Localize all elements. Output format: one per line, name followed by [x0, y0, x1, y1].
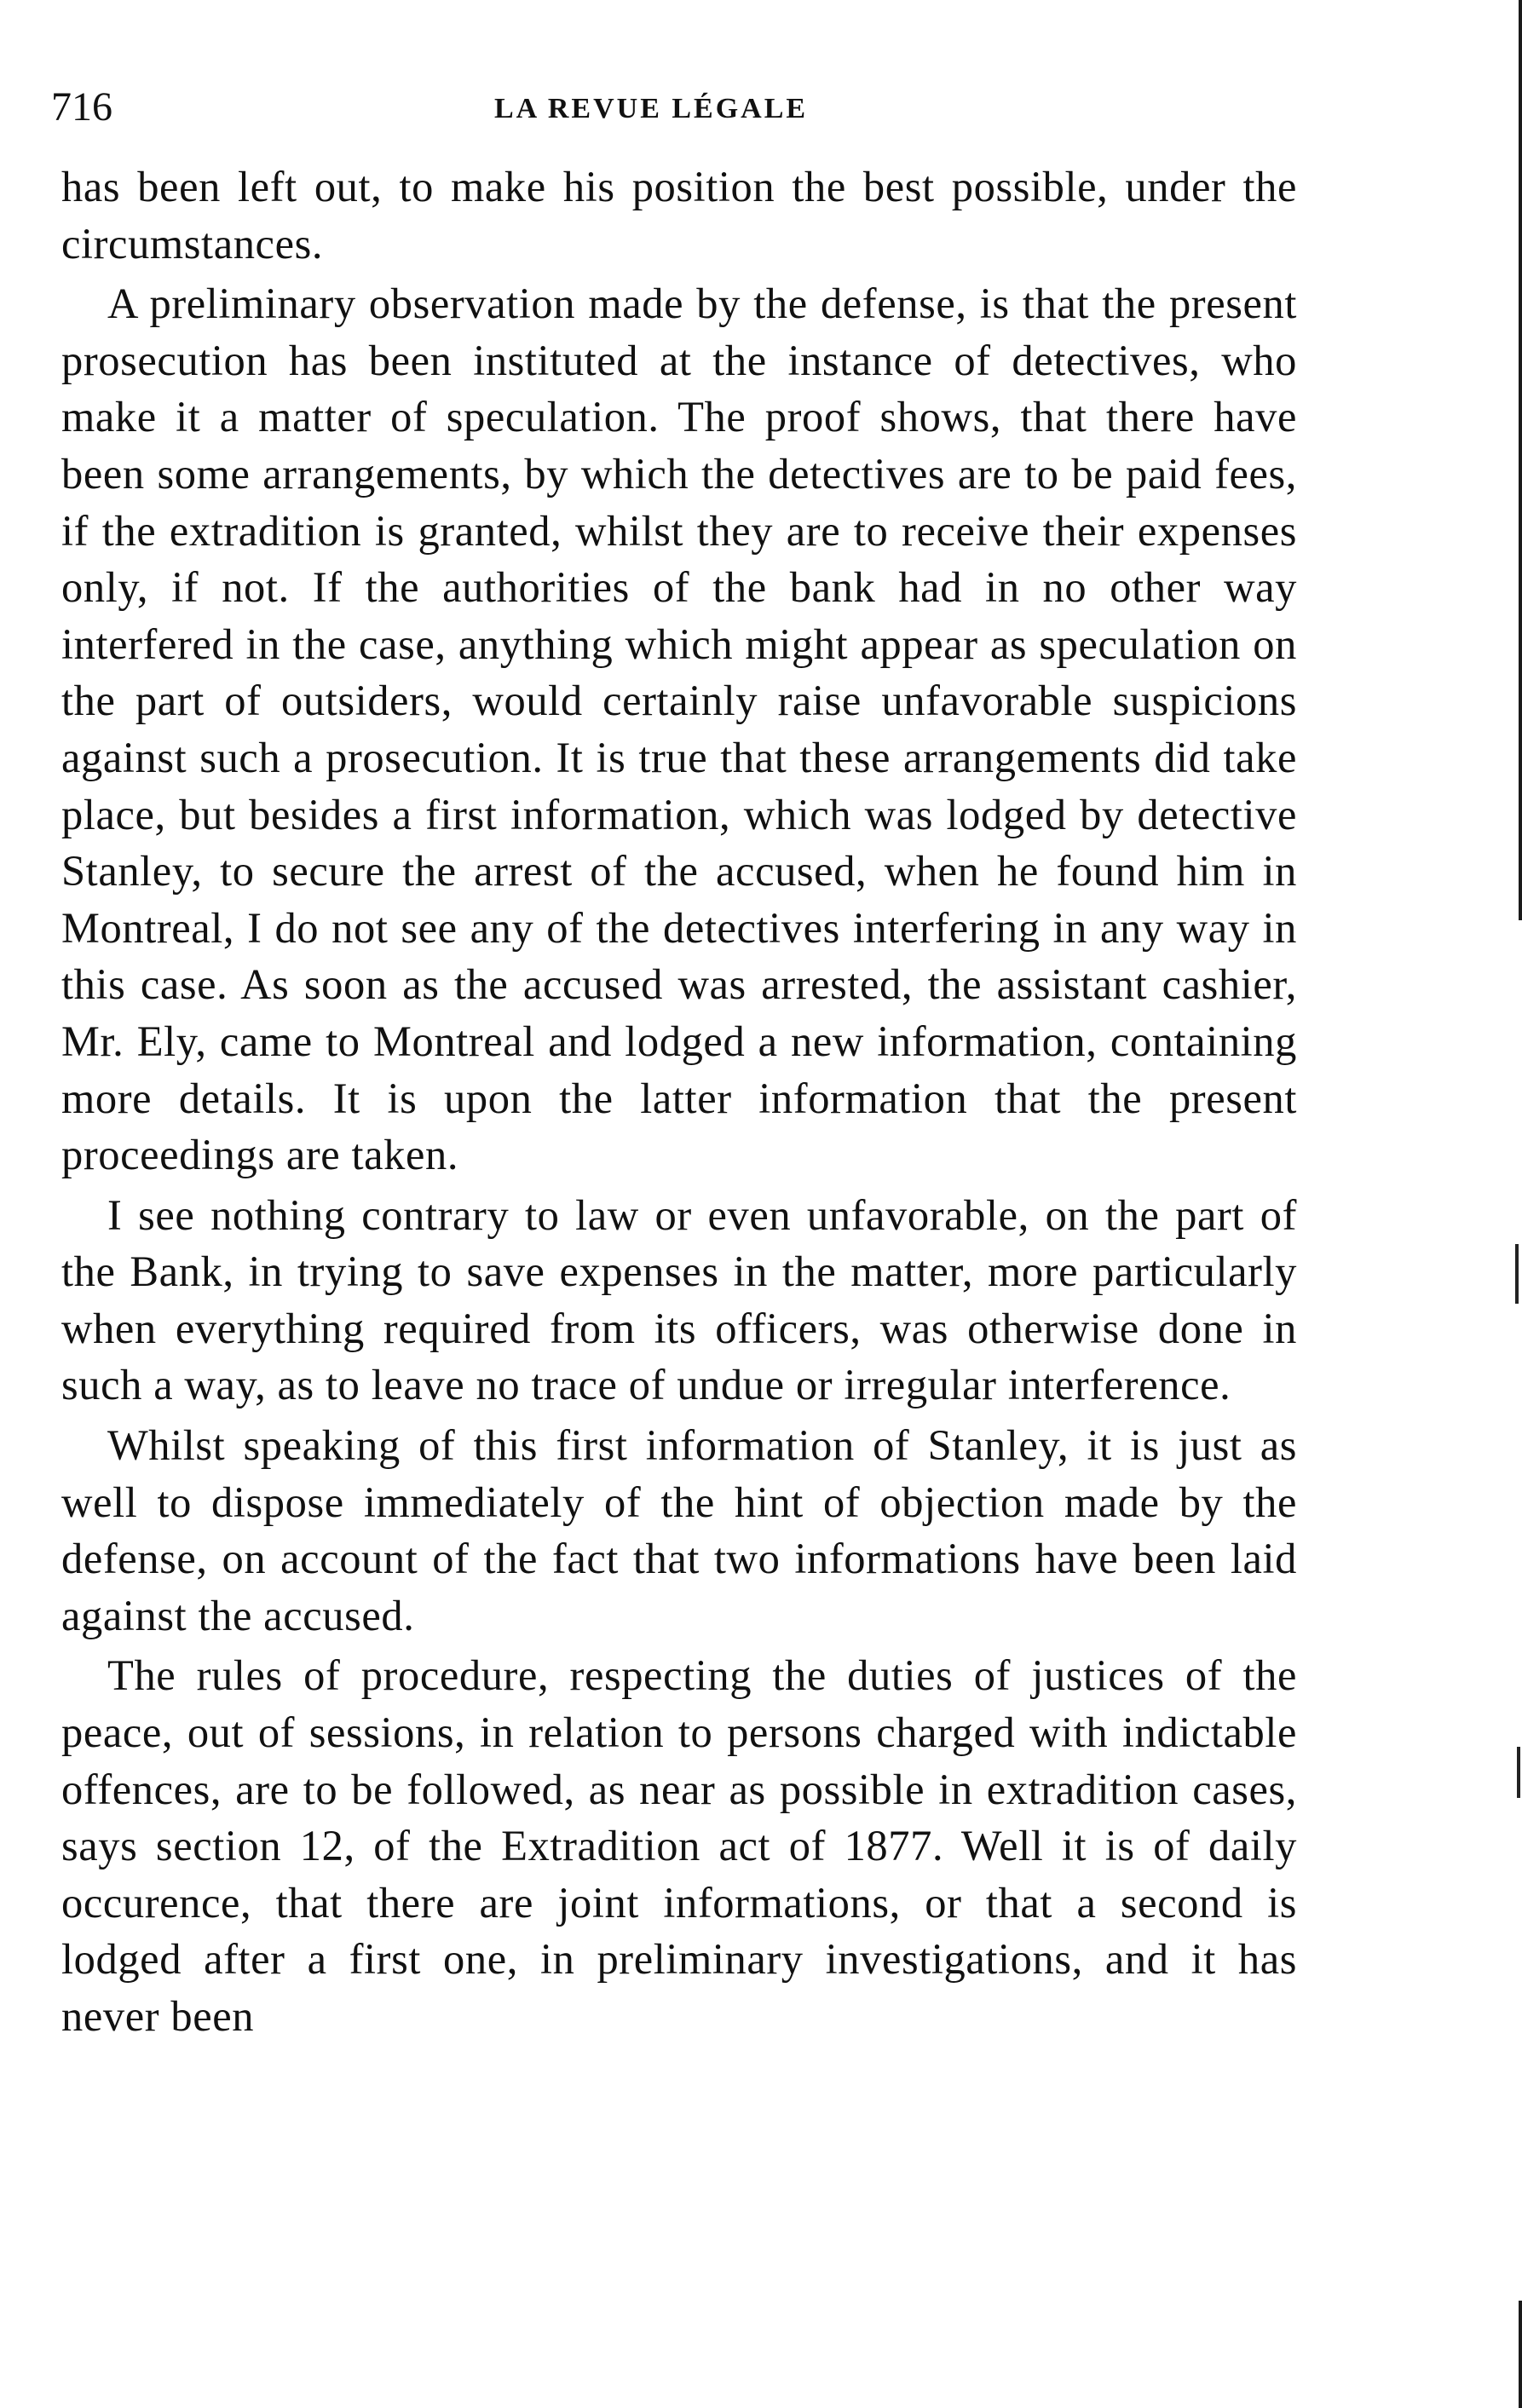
- edge-mark: [1515, 1244, 1519, 1304]
- page-header: [51, 82, 1312, 133]
- binding-edge-line-lower: [1519, 2301, 1522, 2408]
- body-text: [61, 158, 1297, 2045]
- paragraph: has been left out, to make his position the best possible, under the circumstances.: [61, 163, 1297, 268]
- page-number: 716: [51, 84, 112, 130]
- edge-mark: [1517, 1747, 1520, 1798]
- running-title: LA REVUE LÉGALE: [494, 93, 809, 124]
- binding-edge-line: [1519, 0, 1522, 920]
- paragraph: The rules of procedure, respecting the duties of justices of the peace, out of sessions, in relation to persons charged with indictable offences, are to be followed, as near as possible in extradition cases, says section 12, of the Extradition act of 1877. Well it is of daily occurence, that there are joint informations, or that a second is lodged after a first one, in preliminary investigations, and it has never been: [61, 1651, 1297, 2040]
- paragraph: I see nothing contrary to law or even unfavorable, on the part of the Bank, in trying to save expenses in the matter, more particularly when everything required from its officers, was otherwise done in such a way, as to leave no trace of undue or irregular interference.: [61, 1190, 1297, 1409]
- paragraph: Whilst speaking of this first information of Stanley, it is just as well to dispose immediately of the hint of objection made by the defense, on account of the fact that two informations have been laid against the accused.: [61, 1421, 1297, 1639]
- paragraph: A preliminary observation made by the defense, is that the present prosecution has been instituted at the instance of detectives, who make it a matter of speculation. The proof shows, that there have been some arrangements, by which the detectives are to be paid fees, if the extradition is granted, whilst they are to receive their expenses only, if not. If the authorities of the bank had in no other way interfered in the case, anything which might appear as speculation on the part of outsiders, would certainly raise unfavorable suspicions against such a prosecution. It is true that these arrangements did take place, but besides a first information, which was lodged by detective Stanley, to secure the arrest of the accused, when he found him in Montreal, I do not see any of the detectives interfering in any way in this case. As soon as the accused was arrested, the assistant cashier, Mr. Ely, came to Montreal and lodged a new information, containing more details. It is upon the latter information that the present proceedings are taken.: [61, 279, 1297, 1179]
